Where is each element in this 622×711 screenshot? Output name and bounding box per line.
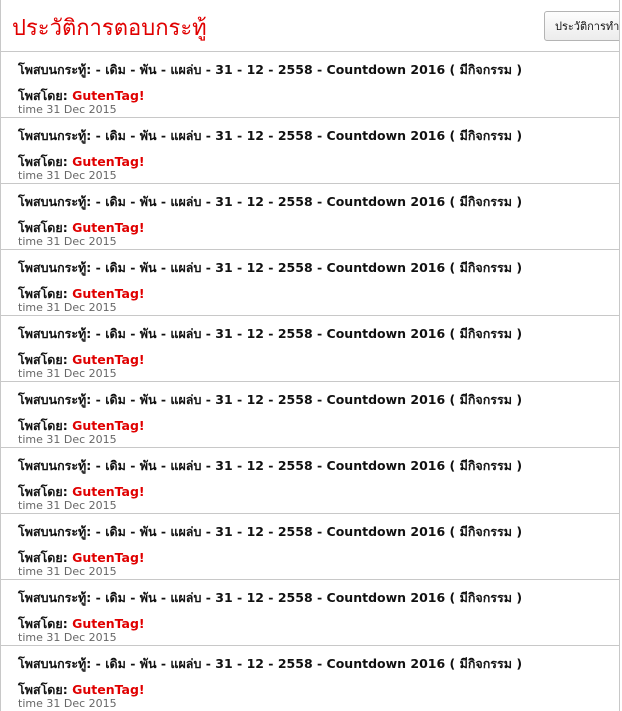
topic-title: - เดิม - พัน - แผล่บ - 31 - 12 - 2558 - Countdown 2016 ( มีกิจกรรม ) xyxy=(95,458,523,473)
posted-by-label: โพสโดย: xyxy=(18,484,68,499)
list-item xyxy=(1,448,619,514)
list-item xyxy=(1,514,619,580)
posted-by-label: โพสโดย: xyxy=(18,286,68,301)
posted-by-label: โพสโดย: xyxy=(18,88,68,103)
author-name[interactable]: GutenTag! xyxy=(72,220,145,235)
author-name[interactable]: GutenTag! xyxy=(72,616,145,631)
topic-prefix: โพสบนกระทู้: xyxy=(18,194,92,209)
author-name[interactable]: GutenTag! xyxy=(72,418,145,433)
page-title: ประวัติการตอบกระทู้ xyxy=(12,16,207,41)
topic-prefix: โพสบนกระทู้: xyxy=(18,128,92,143)
list-item xyxy=(1,184,619,250)
topic-title: - เดิม - พัน - แผล่บ - 31 - 12 - 2558 - Countdown 2016 ( มีกิจกรรม ) xyxy=(95,590,523,605)
author-name[interactable]: GutenTag! xyxy=(72,550,145,565)
list-item xyxy=(1,250,619,316)
author-name[interactable]: GutenTag! xyxy=(72,154,145,169)
posted-by-label: โพสโดย: xyxy=(18,154,68,169)
list-item xyxy=(1,316,619,382)
topic-title: - เดิม - พัน - แผล่บ - 31 - 12 - 2558 - Countdown 2016 ( มีกิจกรรม ) xyxy=(95,128,523,143)
author-name[interactable]: GutenTag! xyxy=(72,88,145,103)
list-item xyxy=(1,646,619,711)
post-time: time 31 Dec 2015 xyxy=(18,631,117,644)
post-time: time 31 Dec 2015 xyxy=(18,235,117,248)
topic-title: - เดิม - พัน - แผล่บ - 31 - 12 - 2558 - Countdown 2016 ( มีกิจกรรม ) xyxy=(95,392,523,407)
topic-title: - เดิม - พัน - แผล่บ - 31 - 12 - 2558 - Countdown 2016 ( มีกิจกรรม ) xyxy=(95,194,523,209)
topic-prefix: โพสบนกระทู้: xyxy=(18,458,92,473)
topic-title: - เดิม - พัน - แผล่บ - 31 - 12 - 2558 - Countdown 2016 ( มีกิจกรรม ) xyxy=(95,524,523,539)
author-name[interactable]: GutenTag! xyxy=(72,484,145,499)
topic-prefix: โพสบนกระทู้: xyxy=(18,524,92,539)
topic-link[interactable] xyxy=(18,654,522,674)
post-time: time 31 Dec 2015 xyxy=(18,301,117,314)
posted-by-label: โพสโดย: xyxy=(18,616,68,631)
post-time: time 31 Dec 2015 xyxy=(18,433,117,446)
list-item xyxy=(1,52,619,118)
author-name[interactable]: GutenTag! xyxy=(72,682,145,697)
topic-link[interactable] xyxy=(18,390,522,410)
topic-prefix: โพสบนกระทู้: xyxy=(18,656,92,671)
topic-prefix: โพสบนกระทู้: xyxy=(18,62,92,77)
posted-by-label: โพสโดย: xyxy=(18,418,68,433)
posted-by-label: โพสโดย: xyxy=(18,550,68,565)
topic-link[interactable] xyxy=(18,192,522,212)
topic-link[interactable] xyxy=(18,60,522,80)
topic-link[interactable] xyxy=(18,324,522,344)
topic-prefix: โพสบนกระทู้: xyxy=(18,326,92,341)
topic-link[interactable] xyxy=(18,522,522,542)
post-time: time 31 Dec 2015 xyxy=(18,697,117,710)
topic-title: - เดิม - พัน - แผล่บ - 31 - 12 - 2558 - Countdown 2016 ( มีกิจกรรม ) xyxy=(95,260,523,275)
topic-title: - เดิม - พัน - แผล่บ - 31 - 12 - 2558 - Countdown 2016 ( มีกิจกรรม ) xyxy=(95,62,523,77)
post-time: time 31 Dec 2015 xyxy=(18,565,117,578)
author-name[interactable]: GutenTag! xyxy=(72,352,145,367)
list-item xyxy=(1,118,619,184)
author-name[interactable]: GutenTag! xyxy=(72,286,145,301)
posted-by-label: โพสโดย: xyxy=(18,352,68,367)
posted-by-label: โพสโดย: xyxy=(18,682,68,697)
topic-title: - เดิม - พัน - แผล่บ - 31 - 12 - 2558 - Countdown 2016 ( มีกิจกรรม ) xyxy=(95,656,523,671)
topic-link[interactable] xyxy=(18,456,522,476)
topic-link[interactable] xyxy=(18,126,522,146)
reply-history-list xyxy=(1,52,619,711)
topic-prefix: โพสบนกระทู้: xyxy=(18,260,92,275)
topic-prefix: โพสบนกระทู้: xyxy=(18,392,92,407)
topic-link[interactable] xyxy=(18,588,522,608)
list-item xyxy=(1,580,619,646)
post-time: time 31 Dec 2015 xyxy=(18,169,117,182)
post-time: time 31 Dec 2015 xyxy=(18,103,117,116)
topic-link[interactable] xyxy=(18,258,522,278)
topic-prefix: โพสบนกระทู้: xyxy=(18,590,92,605)
post-time: time 31 Dec 2015 xyxy=(18,367,117,380)
page-header xyxy=(1,0,619,52)
posted-by-label: โพสโดย: xyxy=(18,220,68,235)
post-time: time 31 Dec 2015 xyxy=(18,499,117,512)
list-item xyxy=(1,382,619,448)
topic-title: - เดิม - พัน - แผล่บ - 31 - 12 - 2558 - Countdown 2016 ( มีกิจกรรม ) xyxy=(95,326,523,341)
history-button[interactable]: ประวัติการทำ xyxy=(544,11,620,41)
